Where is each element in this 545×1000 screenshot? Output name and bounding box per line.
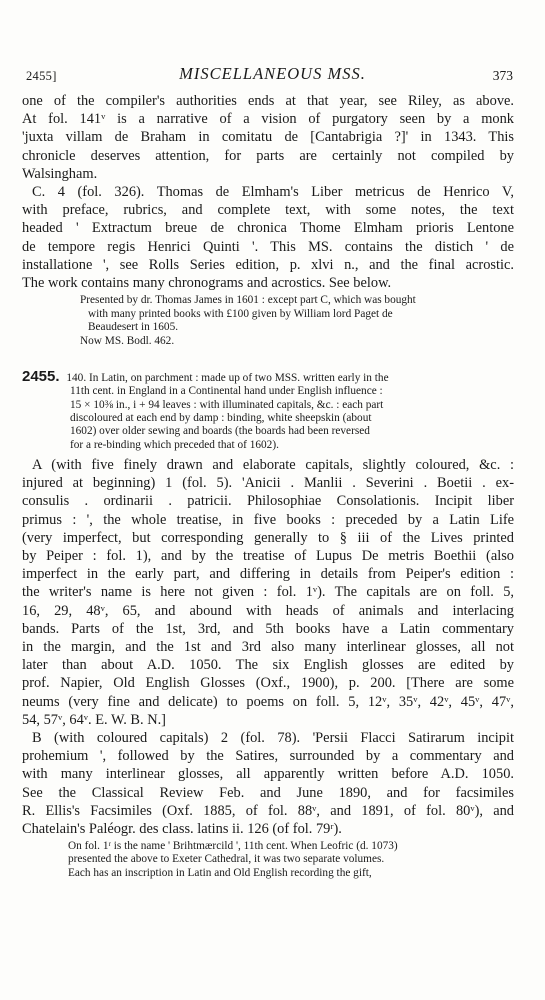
paragraph-part-b <box>22 729 514 838</box>
text-line: Walsingham. <box>22 165 98 182</box>
text-line: de tempore regis Henrici Quinti '. This MS. contains the distich ' de <box>22 238 514 255</box>
text-line: R. Ellis's Facsimiles (Oxf. 1885, of fol. 88ᵛ, and 1891, of fol. 80ᵛ), and <box>22 802 514 819</box>
entry-line: discoloured at each end by damp : binding, white sheepskin (about <box>70 412 372 425</box>
paragraph-part-a <box>22 456 514 729</box>
text-line: injured at beginning) 1 (fol. 5). 'Anicii . Manlii . Severini . Boetii . ex- <box>22 475 514 492</box>
text-line: B (with coloured capitals) 2 (fol. 78). 'Persii Flacci Satirarum incipit <box>32 729 514 746</box>
text-line: (very imperfect, but corresponding generally to § iii of the Lives printed <box>22 529 514 546</box>
page-body <box>22 92 514 880</box>
text-line: consulis . ordinarii . patricii. Philosophiae Consolationis. Incipit liber <box>22 493 514 510</box>
footnote-line: presented the above to Exeter Cathedral, it was two separate volumes. <box>68 853 385 866</box>
entry-line: 140. In Latin, on parchment : made up of two MSS. written early in the <box>66 372 389 385</box>
entry-first-line <box>22 370 514 385</box>
footnote-line: On fol. 1ʳ is the name ' Brihtmærcild ', 11th cent. When Leofric (d. 1073) <box>68 840 398 853</box>
text-line: with preface, rubrics, and complete text, with some notes, the text <box>22 202 514 219</box>
entry-number: 2455. <box>22 368 60 386</box>
text-line: A (with five finely drawn and elaborate capitals, slightly coloured, &c. : <box>32 456 514 473</box>
running-head-entry-number: 2455] <box>26 69 57 83</box>
page-header <box>26 64 519 86</box>
text-line: imperfect in the early part, and differing in details from Peiper's edition : <box>22 566 514 583</box>
paragraph-continuation <box>22 92 514 183</box>
text-line: C. 4 (fol. 326). Thomas de Elmham's Liber metricus de Henrico V, <box>32 184 514 201</box>
text-line: bands. Parts of the 1st, 3rd, and 5th books have a Latin commentary <box>22 620 514 637</box>
footnote <box>22 840 514 880</box>
text-line: 16, 29, 48ᵛ, 65, and abound with heads of animals and interlacing <box>22 602 514 619</box>
text-line: chronicle deserves attention, for parts are certainly not compiled by <box>22 147 514 164</box>
note-line: with many printed books with £100 given by William lord Paget de <box>88 307 393 320</box>
text-line: later than about A.D. 1050. The six English glosses are edited by <box>22 657 514 674</box>
text-line: 'juxta villam de Braham in comitatu de [Cantabrigia ?]' in 1343. This <box>22 129 514 146</box>
text-line: primus : ', the whole treatise, in five books : preceded by a Latin Life <box>22 511 514 528</box>
text-line: At fol. 141ᵛ is a narrative of a vision of purgatory seen by a monk <box>22 111 514 128</box>
text-line: the writer's name is here not given : fol. 1ᵛ). The capitals are on foll. 5, <box>22 584 514 601</box>
text-line: by Peiper : fol. 1), and by the treatise of Lupus De metris Boethii (also <box>22 547 514 564</box>
text-line: prof. Napier, Old English Glosses (Oxf., 1900), p. 200. [There are some <box>22 675 514 692</box>
entry-line: 1602) over older sewing and boards (the boards had been reversed <box>70 425 370 438</box>
text-line: headed ' Extractum breue de chronica Thome Elmham prioris Lentone <box>22 220 514 237</box>
text-line: neums (very fine and delicate) to poems on foll. 5, 12ᵛ, 35ᵛ, 42ᵛ, 45ᵛ, 47ᵛ, <box>22 693 514 710</box>
text-line: installatione ', see Rolls Series edition, p. xlvi n., and the final acrostic. <box>22 256 514 273</box>
note-line: Beaudesert in 1605. <box>88 320 179 333</box>
text-line: 54, 57ᵛ, 64ᵛ. E. W. B. N.] <box>22 711 166 728</box>
text-line: Chatelain's Paléogr. des class. latins ii. 126 (of fol. 79ʳ). <box>22 820 342 837</box>
note-line: Presented by dr. Thomas James in 1601 : except part C, which was bought <box>80 294 416 307</box>
text-line: The work contains many chronograms and acrostics. See below. <box>22 275 392 292</box>
text-line: prohemium ', followed by the Satires, surrounded by a commentary and <box>22 748 514 765</box>
text-line: in the margin, and the 1st and 3rd also many interlinear glosses, all not <box>22 638 514 655</box>
entry-line: 11th cent. in England in a Continental hand under English influence : <box>70 385 383 398</box>
text-line: one of the compiler's authorities ends at that year, see Riley, as above. <box>22 93 514 109</box>
catalogue-entry-2455 <box>22 370 514 452</box>
shelfmark: Now MS. Bodl. 462. <box>80 335 175 348</box>
footnote-line: Each has an inscription in Latin and Old English recording the gift, <box>68 866 372 879</box>
text-line: See the Classical Review Feb. and June 1890, and for facsimiles <box>22 784 514 801</box>
paragraph-part-c <box>22 183 514 292</box>
text-line: with many interlinear glosses, all apparently written before A.D. 1050. <box>22 766 514 783</box>
entry-line: for a re-binding which preceded that of 1602). <box>70 438 279 451</box>
running-title: MISCELLANEOUS MSS. <box>179 64 366 83</box>
entry-line: 15 × 10⅜ in., i + 94 leaves : with illuminated capitals, &c. : each part <box>70 398 384 411</box>
page-number: 373 <box>492 68 513 83</box>
provenance-note <box>22 294 514 334</box>
